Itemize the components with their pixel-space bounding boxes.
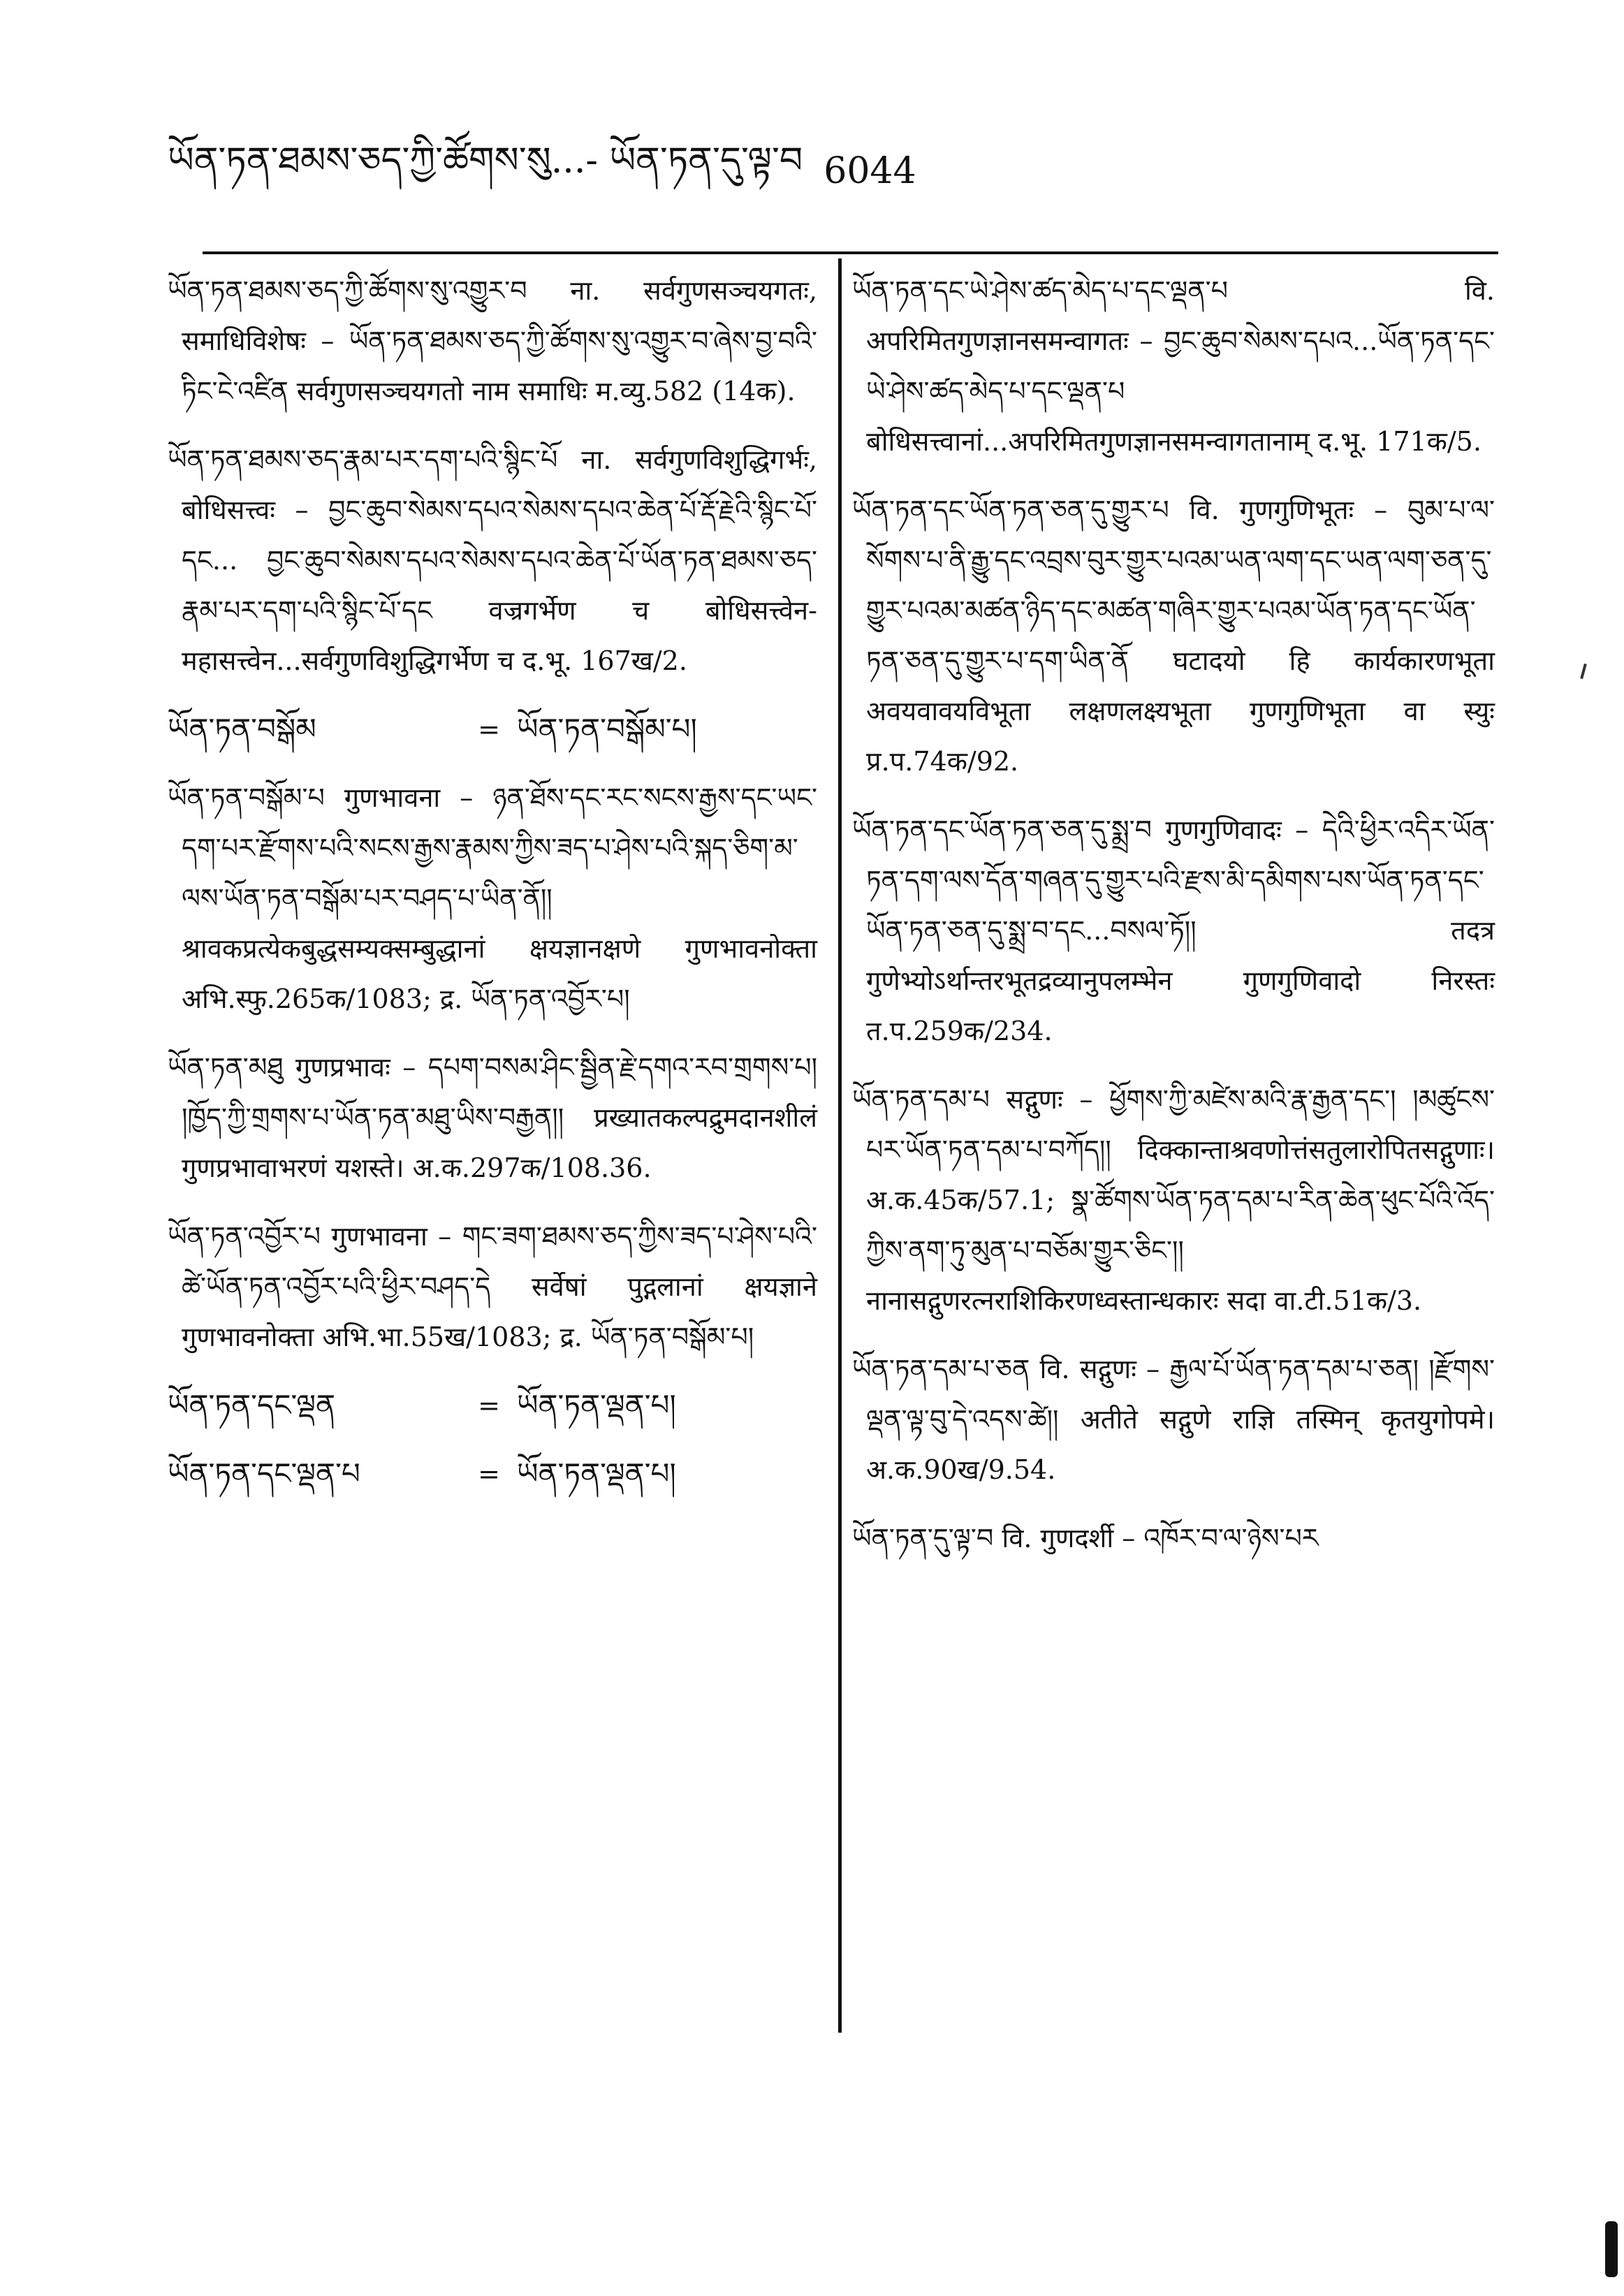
xref-term: ཡོན་ཏན་དང་ལྡན་པ xyxy=(168,1456,360,1491)
xref-target: ཡོན་ཏན་ལྡན་པ། xyxy=(517,1388,676,1422)
cross-reference-entry xyxy=(168,1380,817,1431)
cross-reference-entry xyxy=(168,1449,817,1499)
dictionary-entry: ཡོན་ཏན་ཐམས་ཅད་རྣམ་པར་དག་པའི་སྙིང་པོ ना. सर्वगुणविशुद्धिगर्भः, बोधिसत्त्वः – བྱང་ཆུབ་སེམས་དཔའ་སེམས་དཔའ་ཆེན་པོ་རྡོ་རྗེའི་སྙིང་པོ་དང... བྱང་ཆུབ་སེམས་དཔའ་སེམས་དཔའ་ཆེན་པོ་ཡོན་ཏན་ཐམས་ཅད་རྣམ་པར་དག་པའི་སྙིང་པོ་དང वज्रगर्भेण च बोधिसत्त्वेन-महासत्त्वेन...सर्वगुणविशुद्धिगर्भेण च द.भू. 167ख/2. xyxy=(168,444,817,676)
dictionary-entry: ཡོན་ཏན་འབྱོར་པ गुणभावना – གང་ཟག་ཐམས་ཅད་ཀྱིས་ཟད་པ་ཤེས་པའི་ཚེ་ཡོན་ཏན་འབྱོར་པའི་ཕྱིར་བཤད་དེ सर्वेषां पुद्गलानां क्षयज्ञाने गुणभावनोक्ता अभि.भा.55ख/1083; द्र. ཡོན་ཏན་བསྒོམ་པ། xyxy=(168,1221,817,1352)
page-header xyxy=(168,140,1495,203)
xref-equals: = xyxy=(478,1390,500,1421)
dictionary-entry: ཡོན་ཏན་དམ་པ सद्गुणः – ཕྱོགས་ཀྱི་མཛེས་མའི་རྣ་རྒྱན་དང་། །མཚུངས་པར་ཡོན་ཏན་དམ་པ་བཀོད།། दिक्कान्ताश्रवणोत्तंसतुलारोपितसद्गुणाः। अ.क.45क/57.1; སྣ་ཚོགས་ཡོན་ཏན་དམ་པ་རིན་ཆེན་ཕུང་པོའི་འོད་ཀྱིས་ནག་ཏུ་མུན་པ་བཅོམ་གྱུར་ཅིང་།། नानासद्गुणरत्नराशिकिरणध्वस्तान्धकारः सदा वा.टी.51क/3. xyxy=(852,1084,1495,1316)
dictionary-entry: ཡོན་ཏན་མཐུ गुणप्रभावः – དཔག་བསམ་ཤིང་སྦྱིན་རྗེ་དགའ་རབ་གྲགས་པ། །ཁྱོད་ཀྱི་གྲགས་པ་ཡོན་ཏན་མཐུ་ཡིས་བརྒྱན།། प्रख्यातकल्पद्रुमदानशीलं गुणप्रभावाभरणं यशस्ते। अ.क.297क/108.36. xyxy=(168,1052,817,1183)
header-title: ཡོན་ཏན་ཐམས་ཅད་ཀྱི་ཚོགས་སུ...- ཡོན་ཏན་དུ་ལྟ་བ xyxy=(168,140,803,182)
column-divider xyxy=(838,258,842,2033)
xref-term: ཡོན་ཏན་བསྒོམ xyxy=(168,712,316,746)
left-column xyxy=(168,265,817,1517)
xref-target: ཡོན་ཏན་ལྡན་པ། xyxy=(517,1456,676,1491)
dictionary-entry: ཡོན་ཏན་དང་ཡེ་ཤེས་ཚད་མེད་པ་དང་ལྡན་པ वि. अपरिमितगुणज्ञानसमन्वागतः – བྱང་ཆུབ་སེམས་དཔའ...ཡོན་ཏན་དང་ཡེ་ཤེས་ཚད་མེད་པ་དང་ལྡན་པ बोधिसत्त्वानां...अपरिमितगुणज्ञानसमन्वागतानाम् द.भू. 171क/5. xyxy=(852,275,1495,457)
cross-reference-entry xyxy=(168,704,817,754)
right-column xyxy=(852,265,1495,1581)
stray-mark xyxy=(1580,664,1587,679)
edge-mark xyxy=(1605,2221,1618,2277)
dictionary-entry: ཡོན་ཏན་དང་ཡོན་ཏན་ཅན་དུ་གྱུར་པ वि. गुणगुणिभूतः – བུམ་པ་ལ་སོགས་པ་ནི་རྒྱུ་དང་འབྲས་བུར་གྱུར་པའམ་ཡན་ལག་དང་ཡན་ལག་ཅན་དུ་གྱུར་པའམ་མཚན་ཉིད་དང་མཚན་གཞིར་གྱུར་པའམ་ཡོན་ཏན་དང་ཡོན་ཏན་ཅན་དུ་གྱུར་པ་དག་ཡིན་ནོ घटादयो हि कार्यकारणभूता अवयवावयविभूता लक्षणलक्ष्यभूता गुणगुणिभूता वा स्युः प्र.प.74क/92. xyxy=(852,495,1495,777)
xref-equals: = xyxy=(478,1458,500,1489)
xref-target: ཡོན་ཏན་བསྒོམ་པ། xyxy=(517,712,697,746)
dictionary-entry: ཡོན་ཏན་དུ་ལྟ་བ वि. गुणदर्शी – འཁོར་བ་ལ་ཉེས་པར xyxy=(852,1523,1319,1553)
dictionary-entry: ཡོན་ཏན་དམ་པ་ཅན वि. सद्गुणः – རྒྱལ་པོ་ཡོན་ཏན་དམ་པ་ཅན། །རྫོགས་ལྡན་ལྟ་བུ་དེ་འདས་ཚེ།། अतीते सद्गुणे राज्ञि तस्मिन् कृतयुगोपमे। अ.क.90ख/9.54. xyxy=(852,1354,1495,1485)
dictionary-entry: ཡོན་ཏན་བསྒོམ་པ गुणभावना – ཉན་ཐོས་དང་རང་སངས་རྒྱས་དང་ཡང་དག་པར་རྫོགས་པའི་སངས་རྒྱས་རྣམས་ཀྱིས་ཟད་པ་ཤེས་པའི་སྐད་ཅིག་མ་ལས་ཡོན་ཏན་བསྒོམ་པར་བཤད་པ་ཡིན་ནོ།། श्रावकप्रत्येकबुद्धसम्यक्सम्बुद्धानां क्षयज्ञानक्षणे गुणभावनोक्ता अभि.स्फु.265क/1083; द्र. ཡོན་ཏན་འབྱོར་པ། xyxy=(168,782,817,1014)
dictionary-entry: ཡོན་ཏན་ཐམས་ཅད་ཀྱི་ཚོགས་སུ་འགྱུར་བ ना. सर्वगुणसञ्चयगतः, समाधिविशेषः – ཡོན་ཏན་ཐམས་ཅད་ཀྱི་ཚོགས་སུ་འགྱུར་བ་ཞེས་བྱ་བའི་ཏིང་ངེ་འཛིན सर्वगुणसञ्चयगतो नाम समाधिः म.व्यु.582 (14क). xyxy=(168,275,817,407)
xref-term: ཡོན་ཏན་དང་ལྡན xyxy=(168,1388,336,1422)
header-rule xyxy=(203,251,1498,254)
dictionary-entry: ཡོན་ཏན་དང་ཡོན་ཏན་ཅན་དུ་སྨྲ་བ गुणगुणिवादः – དེའི་ཕྱིར་འདིར་ཡོན་ཏན་དག་ལས་དོན་གཞན་དུ་གྱུར་པའི་རྫས་མི་དམིགས་པས་ཡོན་ཏན་དང་ཡོན་ཏན་ཅན་དུ་སྨྲ་བ་དང...བསལ་ཏོ།། तदत्र गुणेभ्योऽर्थान्तरभूतद्रव्यानुपलम्भेन गुणगुणिवादो निरस्तः त.प.259क/234. xyxy=(852,814,1495,1046)
page-number: 6044 xyxy=(824,150,916,192)
xref-equals: = xyxy=(478,714,500,745)
